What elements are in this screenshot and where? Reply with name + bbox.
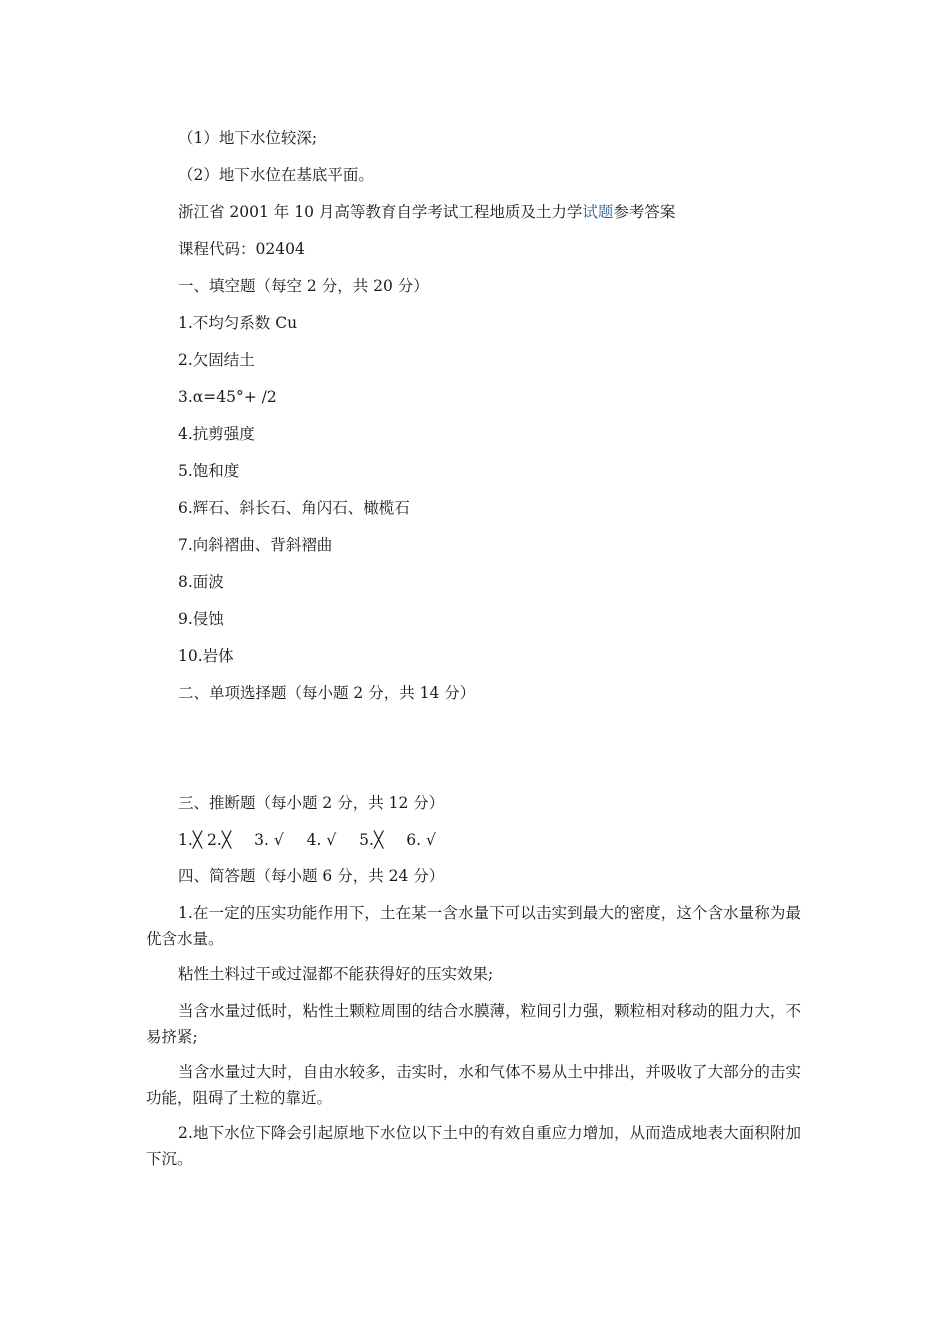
- answer-4: 4.抗剪强度: [178, 425, 255, 443]
- judge-item: 4. √: [306, 831, 337, 849]
- judge-item: 3. √: [254, 831, 284, 849]
- short-answer-1: 1.在一定的压实功能作用下，土在某一含水量下可以击实到最大的密度，这个含水量称为最优含水量。: [146, 904, 801, 948]
- judge-item: 1.╳ 2.╳: [178, 831, 232, 849]
- answer-10: 10.岩体: [178, 647, 234, 665]
- document-title: [178, 202, 675, 222]
- answer-5: 5.饱和度: [178, 462, 240, 480]
- judgement-answers: [178, 830, 454, 850]
- answer-8: 8.面波: [178, 573, 224, 591]
- section-heading-3: 三、推断题（每小题 2 分，共 12 分）: [178, 794, 445, 812]
- answer-7: 7.向斜褶曲、背斜褶曲: [178, 536, 333, 554]
- section-heading-1: 一、填空题（每空 2 分，共 20 分）: [178, 277, 429, 295]
- section-heading-2: 二、单项选择题（每小题 2 分，共 14 分）: [178, 684, 476, 702]
- condition-1: （1）地下水位较深;: [178, 129, 318, 147]
- answer-3: 3.α=45°+ /2: [178, 388, 277, 406]
- short-answer-1-note-1: 粘性土料过干或过湿都不能获得好的压实效果;: [178, 965, 494, 983]
- title-prefix: 浙江省 2001 年 10 月高等教育自学考试工程地质及土力学: [178, 203, 583, 221]
- title-suffix: 参考答案: [613, 203, 676, 221]
- condition-2: （2）地下水位在基底平面。: [178, 166, 374, 184]
- answer-1: 1.不均匀系数 Cu: [178, 314, 298, 332]
- answer-2: 2.欠固结土: [178, 351, 255, 369]
- title-link[interactable]: 试题: [582, 203, 614, 221]
- course-code: 课程代码：02404: [178, 240, 305, 258]
- section-heading-4: 四、简答题（每小题 6 分，共 24 分）: [178, 867, 445, 885]
- judge-item: 6. √: [406, 831, 436, 849]
- short-answer-1-note-3: 当含水量过大时，自由水较多，击实时，水和气体不易从土中排出，并吸收了大部分的击实功能，阻碍了土粒的靠近。: [146, 1063, 801, 1107]
- short-answer-2: 2.地下水位下降会引起原地下水位以下土中的有效自重应力增加，从而造成地表大面积附加下沉。: [146, 1124, 801, 1168]
- judge-item: 5.╳: [359, 831, 384, 849]
- answer-6: 6.辉石、斜长石、角闪石、橄榄石: [178, 499, 410, 517]
- answer-9: 9.侵蚀: [178, 610, 224, 628]
- short-answer-1-note-2: 当含水量过低时，粘性土颗粒周围的结合水膜薄，粒间引力强，颗粒相对移动的阻力大，不易挤紧;: [146, 1002, 801, 1046]
